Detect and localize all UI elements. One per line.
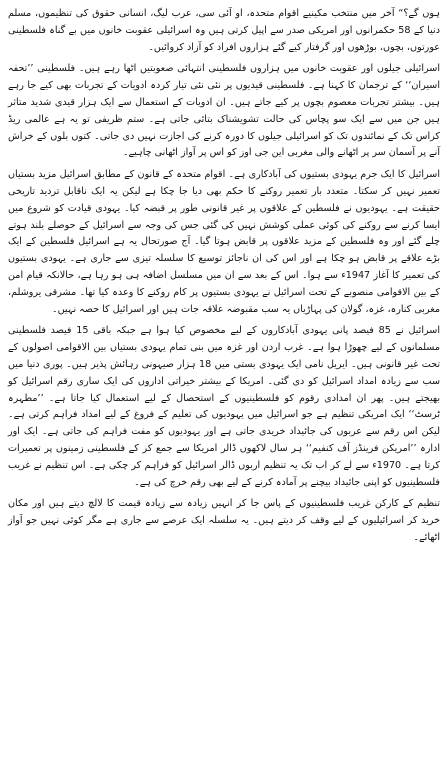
paragraph-water-and-funding: اسرائیل نے 85 فیصد پانی یہودی آبادکاروں کے لیے مخصوص کیا ہوا ہے جبکہ باقی 15 فیصد فلسطینی مسلمانوں کے لیے چھوڑا ہوا ہے۔ غرب اردن اور غزہ میں بنی تمام یہودی بستیاں بین الاقوامی اصولوں کے تحت غیر قانونی ہیں۔ ایریل نامی ایک یہودی بستی میں 18 ہزار صیہونی رہائش پذیر ہیں۔ پوری دنیا میں سب سے زیادہ امداد اسرائیل کو دی گئی۔ امریکا کے بیشتر خیراتی اداروں کی ایک ساری رقم اسرائیل کو بھیجتے ہیں۔ پھر ان امدادی رقوم کو فلسطینیوں کے استحصال کے لیے استعمال کیا جاتا ہے۔ ’’مطہرہ ٹرسٹ‘‘ ایک امریکی تنظیم ہے جو اسرائیل میں یہودیوں کی تعلیم کے فروغ کے لیے امداد فراہم کرتی ہے۔ لیکن اس رقم سے عربوں کی جائیداد خریدی جاتی ہے اور یہودیوں کو مفت فراہم کی جاتی ہے۔ ایک اور ادارہ ’’امریکن فرینڈز آف کنفیم‘‘ ہر سال لاکھوں ڈالر امریکا سے جمع کر کے فلسطینی زمینوں پر تعمیرات کرتا ہے۔ 1970ء سے لے کر اب تک یہ تنظیم اربوں ڈالر اسرائیل کو فراہم کر چکی ہے۔ اس تنظیم نے غریب فلسطینیوں کو اپنی جائیداد بیچنے پر آمادہ کرنے کے لیے بھی رقم خرچ کی ہے۔ [8, 325, 440, 488]
paragraph-property-purchase: تنظیم کے کارکن غریب فلسطینیوں کے پاس جا کر انہیں زیادہ سے زیادہ قیمت کا لالچ دیتے ہیں اور مکان خرید کر اسرائیلیوں کے لیے وقف کر دیتے ہیں۔ یہ سلسلہ ایک عرصے سے جاری ہے مگر کوئی نہیں جو آواز اٹھائے۔ [8, 498, 440, 543]
paragraph-appeal: ہوں گے؟“ آخر میں منتخب مکینیے اقوام متحدہ، او آئی سی، عرب لیگ، انسانی حقوق کی تنظیموں، مسلم دنیا کے 58 حکمرانوں اور امریکی صدر سے اپیل کرتی ہیں وہ اسرائیلی عقوبت خانوں میں بے گناہ فلسطینی عورتوں، بچوں، بوڑھوں اور گرفتار کیے گئے ہزاروں افراد کو آزاد کروائیں۔ [8, 8, 440, 53]
paragraph-prisoners: اسرائیلی جیلوں اور عقوبت خانوں میں ہزاروں فلسطینی انتہائی صعوبتیں اٹھا رہے ہیں۔ فلسطینی ’’تحفہ اسیران‘‘ کے ترجمان کا کہنا ہے۔ فلسطینی قیدیوں پر نئی نئی تیار کردہ ادویات کے تجربات بھی کیے جا رہے ہیں۔ بیشتر تجربات معصوم بچوں پر کیے جاتے ہیں۔ ان ادویات کے استعمال سے ایک ہزار قیدی شدید متاثر ہیں جن میں سے ایک سو پچاس کی حالت تشویشناک بتائی جاتی ہے۔ ستم ظریفی تو یہ ہے عالمی ریڈ کراس تک کے نمائندوں تک کو اسرائیلی جیلوں کا دورہ کرنے کی اجازت نہیں دی جاتی۔ کتوں بلوں کے خراش آنے پر آسمان سر پر اٹھانے والی مغربی این جی اوز کو اس پر آواز اٹھانی چاہیے۔ [8, 63, 440, 159]
paragraph-settlements: اسرائیل کا ایک جرم یہودی بستیوں کی آبادکاری ہے۔ اقوام متحدہ کے قانون کے مطابق اسرائیل مزید بستیاں تعمیر نہیں کر سکتا۔ متعدد بار تعمیر روکنے کا حکم بھی دیا جا چکا ہے لیکن یہ ایک ناقابل تردید تاریخی حقیقت ہے۔ یہودیوں نے فلسطین کے علاقوں پر غیر قانونی طور پر قبضہ کیا۔ یہودی قیادت کو شروع میں ایسا کرنے سے روکنے کی کوئی عملی کوشش نہیں کی گئی جس کی وجہ سے اسرائیل کے حوصلے بلند ہوتے چلے گئے اور وہ فلسطین کے مزید علاقوں پر قابض ہوتا گیا۔ آج صورتحال یہ ہے اسرائیل فلسطین کے ایک بڑے علاقے پر قابض ہو چکا ہے اور اس کی ان ناجائز توسیع کا سلسلہ تیزی سے جاری ہے۔ یہودی بستیوں کی تعمیر کا آغاز 1947ء سے ہوا۔ اس کے بعد سے ان میں مسلسل اضافہ ہی ہو رہا ہے، حالانکہ قیام امن کے بین الاقوامی منصوبے کے تحت اسرائیل نے یہودی بستیوں پر کام روکنے کا وعدہ کیا تھا۔ مشرقی یروشلم، مغربی کنارہ، غزہ، گولان کی پہاڑیاں یہ سب مقبوضہ علاقہ جات ہیں اور اسرائیل کا حصہ نہیں۔ [8, 169, 440, 315]
